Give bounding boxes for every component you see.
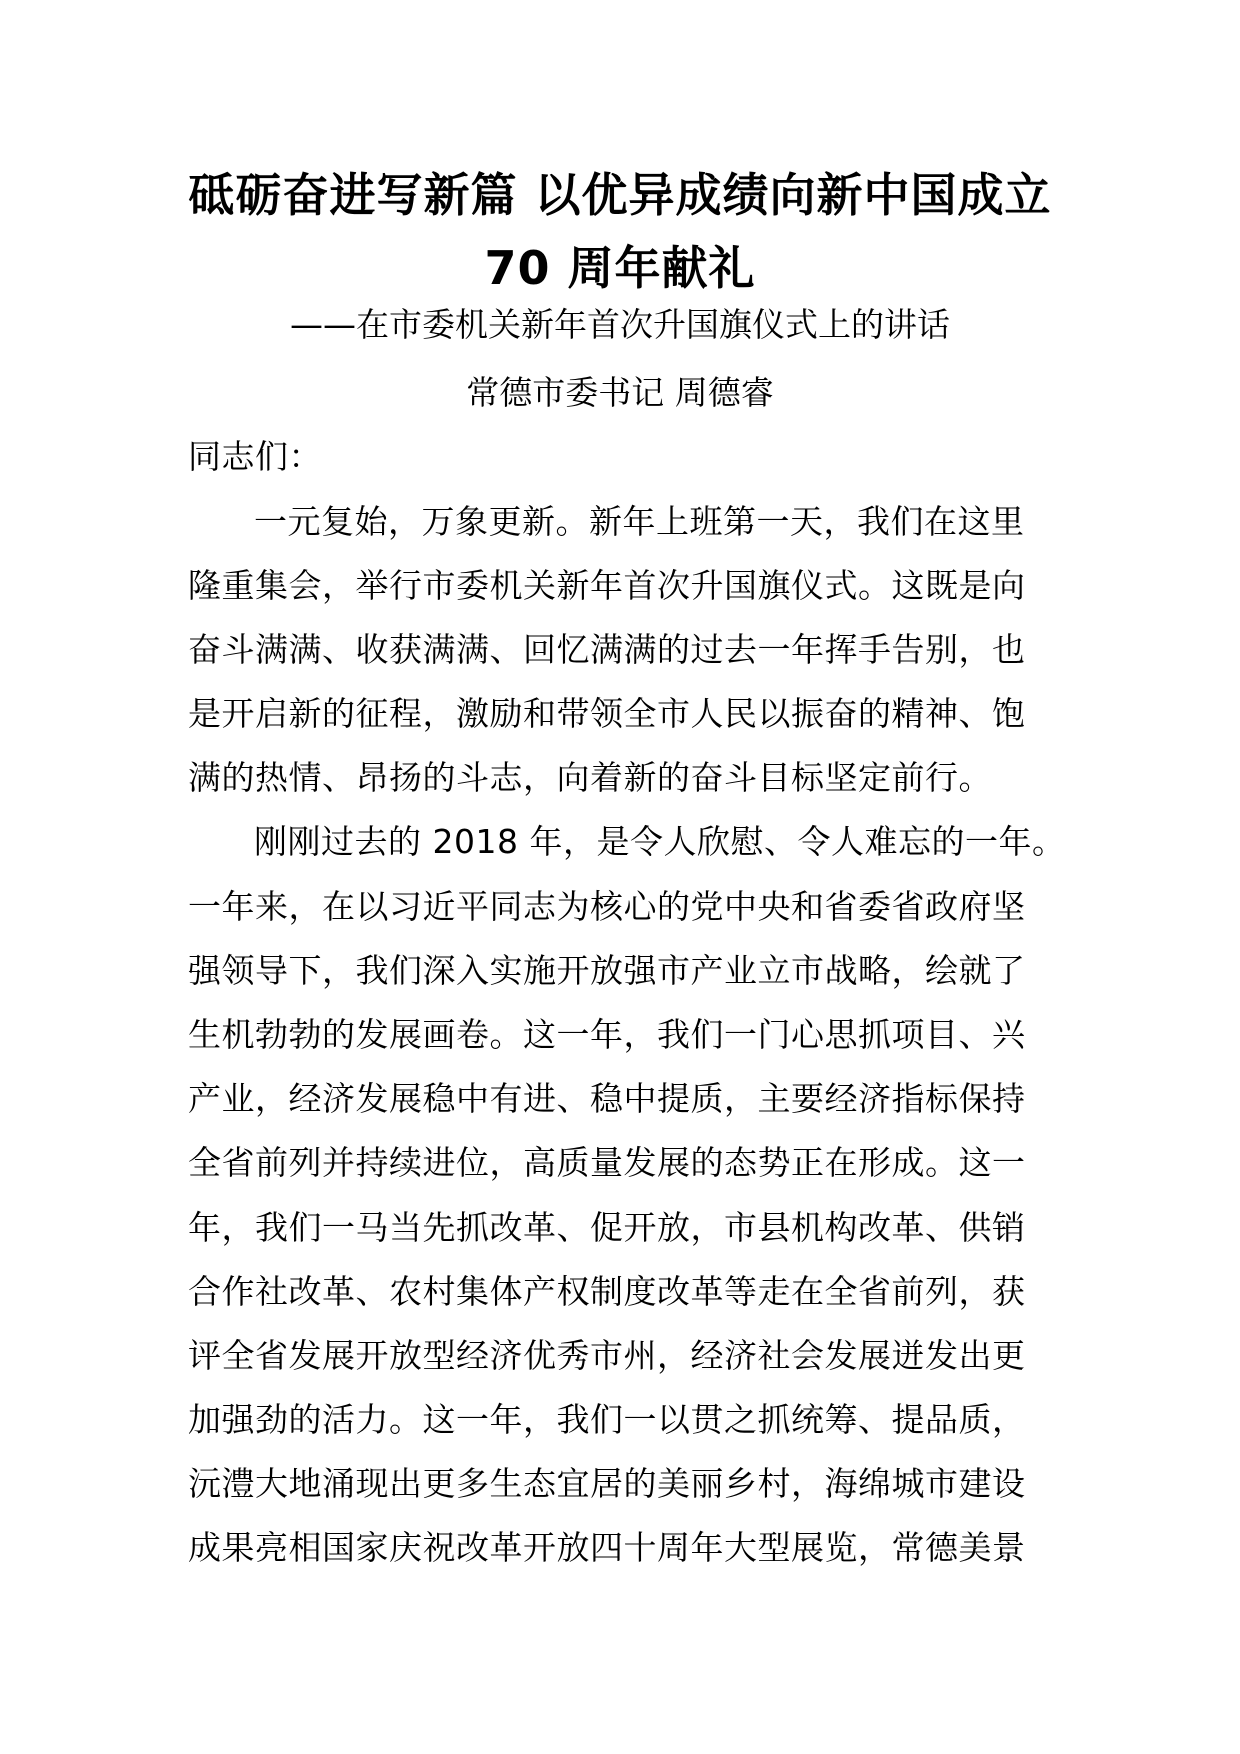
body-line-4: 是开启新的征程，激励和带领全市人民以振奋的精神、饱 [188,694,1026,733]
subtitle: ——在市委机关新年首次升国旗仪式上的讲话 [290,305,950,344]
body-line-2: 隆重集会，举行市委机关新年首次升国旗仪式。这既是向 [188,566,1026,605]
body-line-1: 一元复始，万象更新。新年上班第一天，我们在这里 [254,502,1025,541]
body-line-3: 奋斗满满、收获满满、回忆满满的过去一年挥手告别，也 [188,630,1026,669]
body-line-15: 加强劲的活力。这一年，我们一以贯之抓统筹、提品质， [188,1400,1026,1439]
body-line-5: 满的热情、昂扬的斗志，向着新的奋斗目标坚定前行。 [188,758,992,797]
body-line-6: 刚刚过去的 2018 年，是令人欣慰、令人难忘的一年。 [254,822,1066,861]
body-line-16: 沅澧大地涌现出更多生态宜居的美丽乡村，海绵城市建设 [188,1464,1026,1503]
body-line-17: 成果亮相国家庆祝改革开放四十周年大型展览，常德美景 [188,1528,1026,1567]
body-line-11: 全省前列并持续进位，高质量发展的态势正在形成。这一 [188,1143,1026,1182]
body-line-13: 合作社改革、农村集体产权制度改革等走在全省前列，获 [188,1272,1026,1311]
title-line-2: 70 周年献礼 [484,241,756,295]
body-line-12: 年，我们一马当先抓改革、促开放，市县机构改革、供销 [188,1208,1026,1247]
body-line-7: 一年来，在以习近平同志为核心的党中央和省委省政府坚 [188,887,1026,926]
body-line-9: 生机勃勃的发展画卷。这一年，我们一门心思抓项目、兴 [188,1015,1026,1054]
body-line-10: 产业，经济发展稳中有进、稳中提质，主要经济指标保持 [188,1079,1026,1118]
body-line-8: 强领导下，我们深入实施开放强市产业立市战略，绘就了 [188,951,1026,990]
title-line-1: 砥砺奋进写新篇 以优异成绩向新中国成立 [188,168,1052,222]
body-line-14: 评全省发展开放型经济优秀市州，经济社会发展迸发出更 [188,1336,1026,1375]
salutation: 同志们： [188,437,322,476]
author: 常德市委书记 周德睿 [466,373,774,412]
